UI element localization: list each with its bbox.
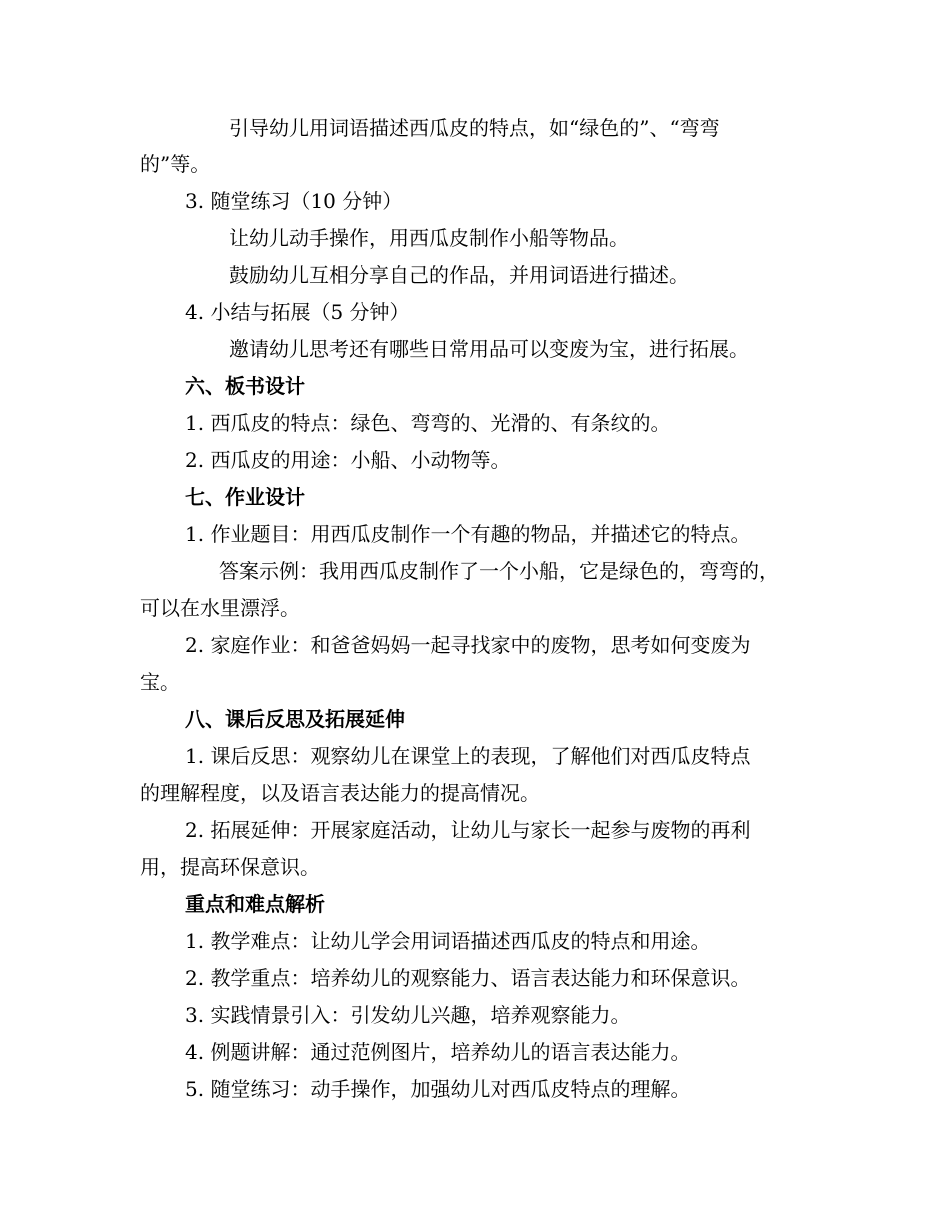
- paragraph-line: 答案示例：我用西瓜皮制作了一个小船，它是绿色的，弯弯的，: [219, 559, 779, 583]
- list-item: 2. 拓展延伸：开展家庭活动，让幼儿与家长一起参与废物的再利: [185, 818, 751, 842]
- paragraph-line: 引导幼儿用词语描述西瓜皮的特点，如“绿色的”、“弯弯: [229, 116, 720, 140]
- list-item: 1. 西瓜皮的特点：绿色、弯弯的、光滑的、有条纹的。: [185, 411, 671, 435]
- section-heading: 六、板书设计: [185, 374, 305, 398]
- paragraph-line: 邀请幼儿思考还有哪些日常用品可以变废为宝，进行拓展。: [229, 337, 749, 361]
- list-item: 4. 小结与拓展（5 分钟）: [185, 300, 410, 324]
- list-item: 2. 教学重点：培养幼儿的观察能力、语言表达能力和环保意识。: [185, 966, 751, 990]
- paragraph-line: 的理解程度，以及语言表达能力的提高情况。: [140, 781, 540, 805]
- paragraph-line: 的”等。: [140, 152, 211, 176]
- paragraph-line: 用，提高环保意识。: [140, 855, 320, 879]
- section-heading: 重点和难点解析: [185, 892, 325, 916]
- paragraph-line: 可以在水里漂浮。: [140, 596, 300, 620]
- list-item: 4. 例题讲解：通过范例图片，培养幼儿的语言表达能力。: [185, 1040, 691, 1064]
- list-item: 1. 课后反思：观察幼儿在课堂上的表现，了解他们对西瓜皮特点: [185, 744, 751, 768]
- paragraph-line: 宝。: [140, 670, 180, 694]
- list-item: 3. 实践情景引入：引发幼儿兴趣，培养观察能力。: [185, 1003, 631, 1027]
- section-heading: 八、课后反思及拓展延伸: [185, 707, 405, 731]
- list-item: 1. 作业题目：用西瓜皮制作一个有趣的物品，并描述它的特点。: [185, 522, 751, 546]
- list-item: 2. 西瓜皮的用途：小船、小动物等。: [185, 448, 511, 472]
- list-item: 3. 随堂练习（10 分钟）: [185, 189, 403, 213]
- paragraph-line: 让幼儿动手操作，用西瓜皮制作小船等物品。: [229, 226, 629, 250]
- section-heading: 七、作业设计: [185, 485, 305, 509]
- paragraph-line: 鼓励幼儿互相分享自己的作品，并用词语进行描述。: [229, 263, 689, 287]
- list-item: 5. 随堂练习：动手操作，加强幼儿对西瓜皮特点的理解。: [185, 1077, 691, 1101]
- list-item: 1. 教学难点：让幼儿学会用词语描述西瓜皮的特点和用途。: [185, 929, 711, 953]
- list-item: 2. 家庭作业：和爸爸妈妈一起寻找家中的废物，思考如何变废为: [185, 633, 751, 657]
